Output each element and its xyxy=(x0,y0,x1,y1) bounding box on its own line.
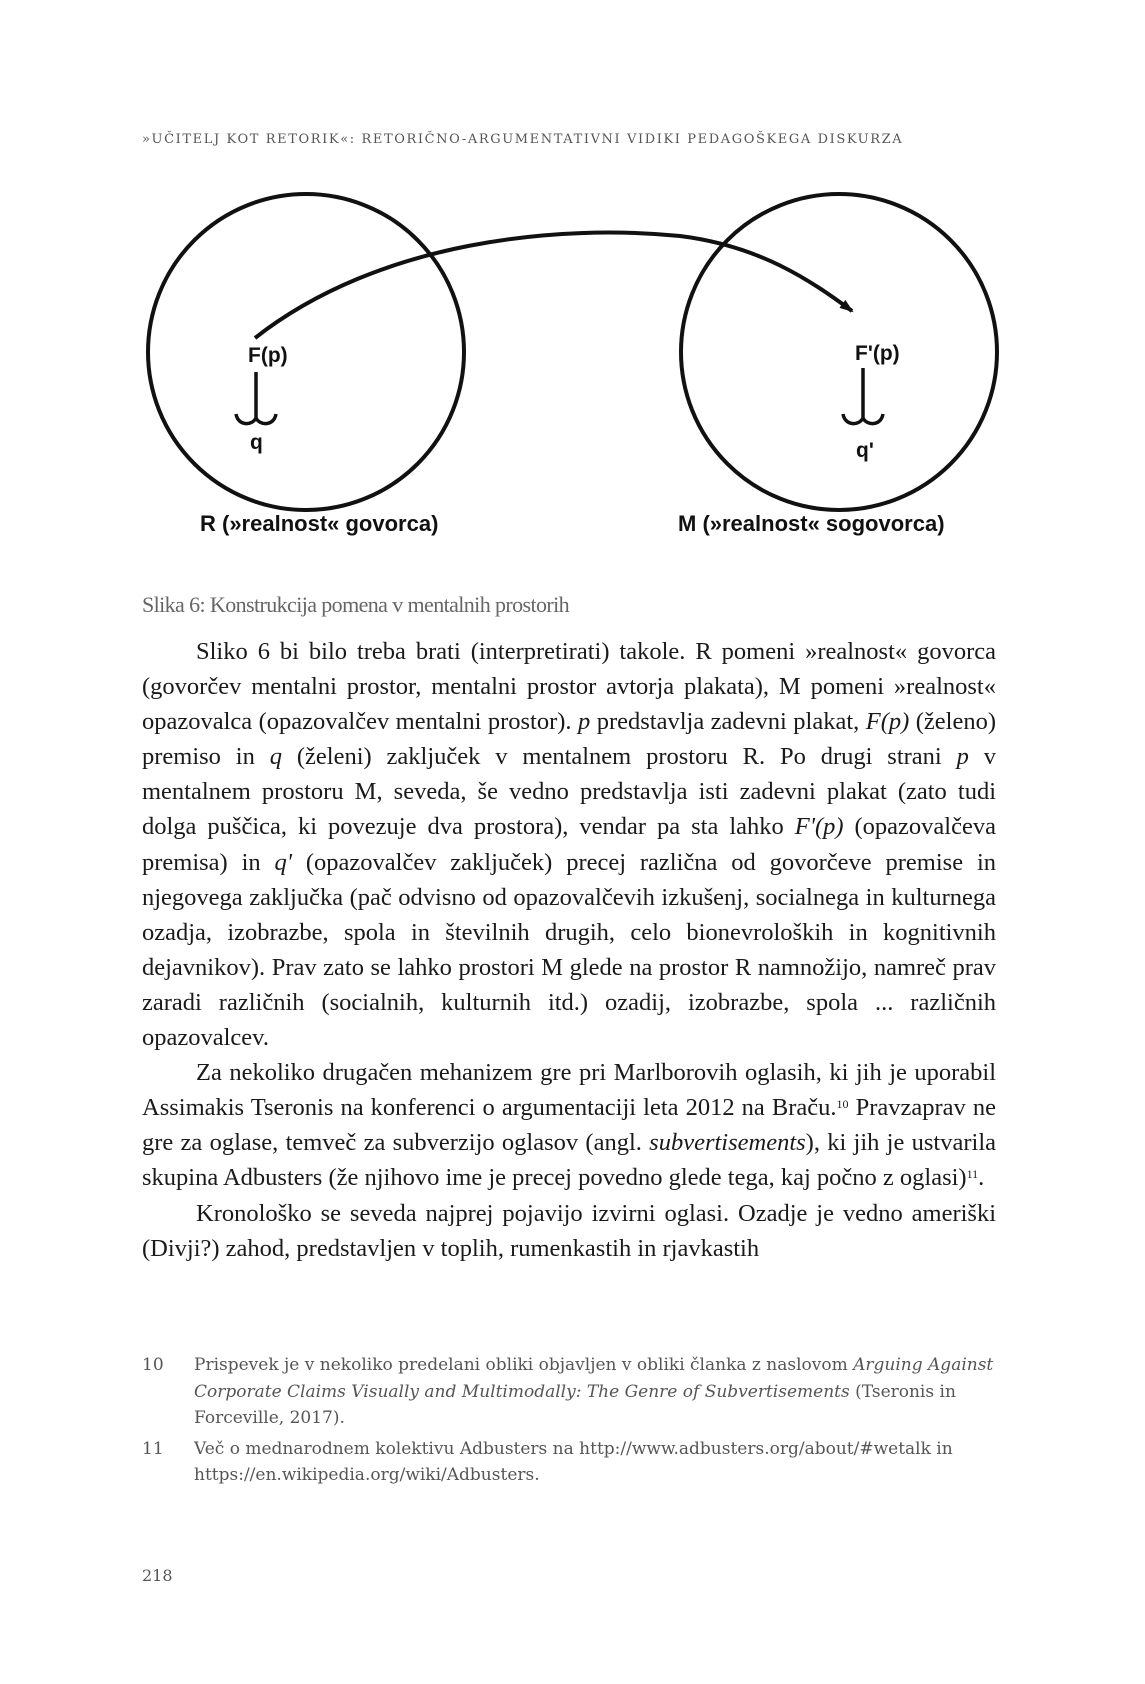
body-text xyxy=(142,634,996,1266)
italic-run: p xyxy=(956,743,969,771)
label-conclusion-left: q xyxy=(250,431,263,454)
diagram-svg xyxy=(0,0,1145,600)
italic-run: F'(p) xyxy=(794,813,844,841)
footnote-number: 11 xyxy=(142,1438,164,1459)
paragraph-1 xyxy=(142,634,996,1055)
text-run: Za nekoliko drugačen mehanizem gre pri Marlborovih oglasih, ki jih je uporabil Assimakis Tseronis na konferenci o argumentaciji leta 2012 na Braču. xyxy=(142,1059,996,1122)
footnote-ref-10[interactable]: 10 xyxy=(836,1097,849,1112)
label-listener-reality: M (»realnost« sogovorca) xyxy=(678,511,945,536)
paragraph-2 xyxy=(142,1055,996,1195)
footnote-10 xyxy=(142,1352,996,1432)
text-run: Sliko 6 bi bilo treba brati (interpretirati) takole. R pomeni »realnost« govorca (govorčev mentalni prostor, mentalni prostor avtorja plakata), M pomeni »realnost« opazovalca (opazovalčev mentalni prostor). xyxy=(142,638,996,736)
circle-listener-space xyxy=(681,194,997,510)
text-run: v mentalnem prostoru M, seveda, še vedno predstavlja isti zadevni plakat (zato tudi dolga puščica, ki povezuje dva prostora), vendar pa sta lahko xyxy=(142,743,996,841)
italic-run: subvertisements xyxy=(649,1129,806,1157)
footnotes xyxy=(142,1352,996,1493)
footnote-text[interactable]: Več o mednarodnem kolektivu Adbusters na http://www.adbusters.org/about/#wetalk in https://en.wikipedia.org/wiki/Adbusters. xyxy=(194,1438,953,1485)
label-speaker-reality: R (»realnost« govorca) xyxy=(200,511,439,536)
text-run: (opazovalčev zaključek) precej različna od govorčeve premise in njegovega zaključka (pač odvisno od opazovalčevih izkušenj, socialnega in kulturnega ozadja, izobrazbe, spola in številnih drugih, celo bionevroloških in kognitivnih dejavnikov). Prav zato se lahko prostori M glede na prostor R namnožijo, namreč prav zaradi različnih (socialnih, kulturnih itd.) ozadij, izobrazbe, spola ... različnih opazovalcev. xyxy=(142,848,996,1052)
figure-caption: Slika 6: Konstrukcija pomena v mentalnih prostorih xyxy=(142,592,570,617)
italic-run: F(p) xyxy=(865,708,910,736)
inference-arrow-right xyxy=(843,368,883,424)
text-run: Kronološko se seveda najprej pojavijo izvirni oglasi. Ozadje je vedno ameriški (Divji?) zahod, predstavljen v toplih, rumenkastih in rjavkastih xyxy=(142,1199,996,1262)
italic-run: q' xyxy=(274,848,292,876)
text-run: Prispevek je v nekoliko predelani obliki objavljen v obliki članka z naslovom xyxy=(194,1355,854,1375)
footnote-11 xyxy=(142,1436,996,1489)
page-number: 218 xyxy=(142,1566,173,1585)
running-head: »UČITELJ KOT RETORIK«: RETORIČNO-ARGUMENTATIVNI VIDIKI PEDAGOŠKEGA DISKURZA xyxy=(142,132,904,147)
footnote-ref-11[interactable]: 11 xyxy=(966,1167,979,1182)
italic-run: Arguing Against Corporate Claims Visually and Multimodally: The Genre of Subvertisements xyxy=(194,1355,994,1402)
figure-mental-spaces xyxy=(0,0,1145,600)
italic-run: q xyxy=(269,743,282,771)
text-run: (želeno) premiso in xyxy=(142,708,997,771)
text-run: predstavlja zadevni plakat, xyxy=(590,708,866,736)
label-conclusion-right: q' xyxy=(856,439,874,462)
connecting-arrow xyxy=(255,233,852,338)
italic-run: p xyxy=(578,708,591,736)
label-premise-left: F(p) xyxy=(248,344,288,367)
text-run: . xyxy=(978,1164,985,1192)
text-run: (želeni) zaključek v mentalnem prostoru R. Po drugi strani xyxy=(281,743,957,771)
footnote-text xyxy=(194,1352,996,1432)
circle-speaker-space xyxy=(148,194,464,510)
text-run: ), ki jih je ustvarila skupina Adbusters (že njihovo ime je precej povedno glede tega, kaj počno z oglasi) xyxy=(142,1129,996,1192)
inference-arrow-left xyxy=(236,372,276,424)
text-run: (opazovalčeva premisa) in xyxy=(142,813,996,876)
label-premise-right: F'(p) xyxy=(855,342,900,365)
text-run: (Tseronis in Forceville, 2017). xyxy=(194,1381,956,1428)
paragraph-3 xyxy=(142,1196,996,1266)
footnote-number: 10 xyxy=(142,1355,164,1375)
text-run: Pravzaprav ne gre za oglase, temveč za subverzijo oglasov (angl. xyxy=(142,1094,996,1157)
